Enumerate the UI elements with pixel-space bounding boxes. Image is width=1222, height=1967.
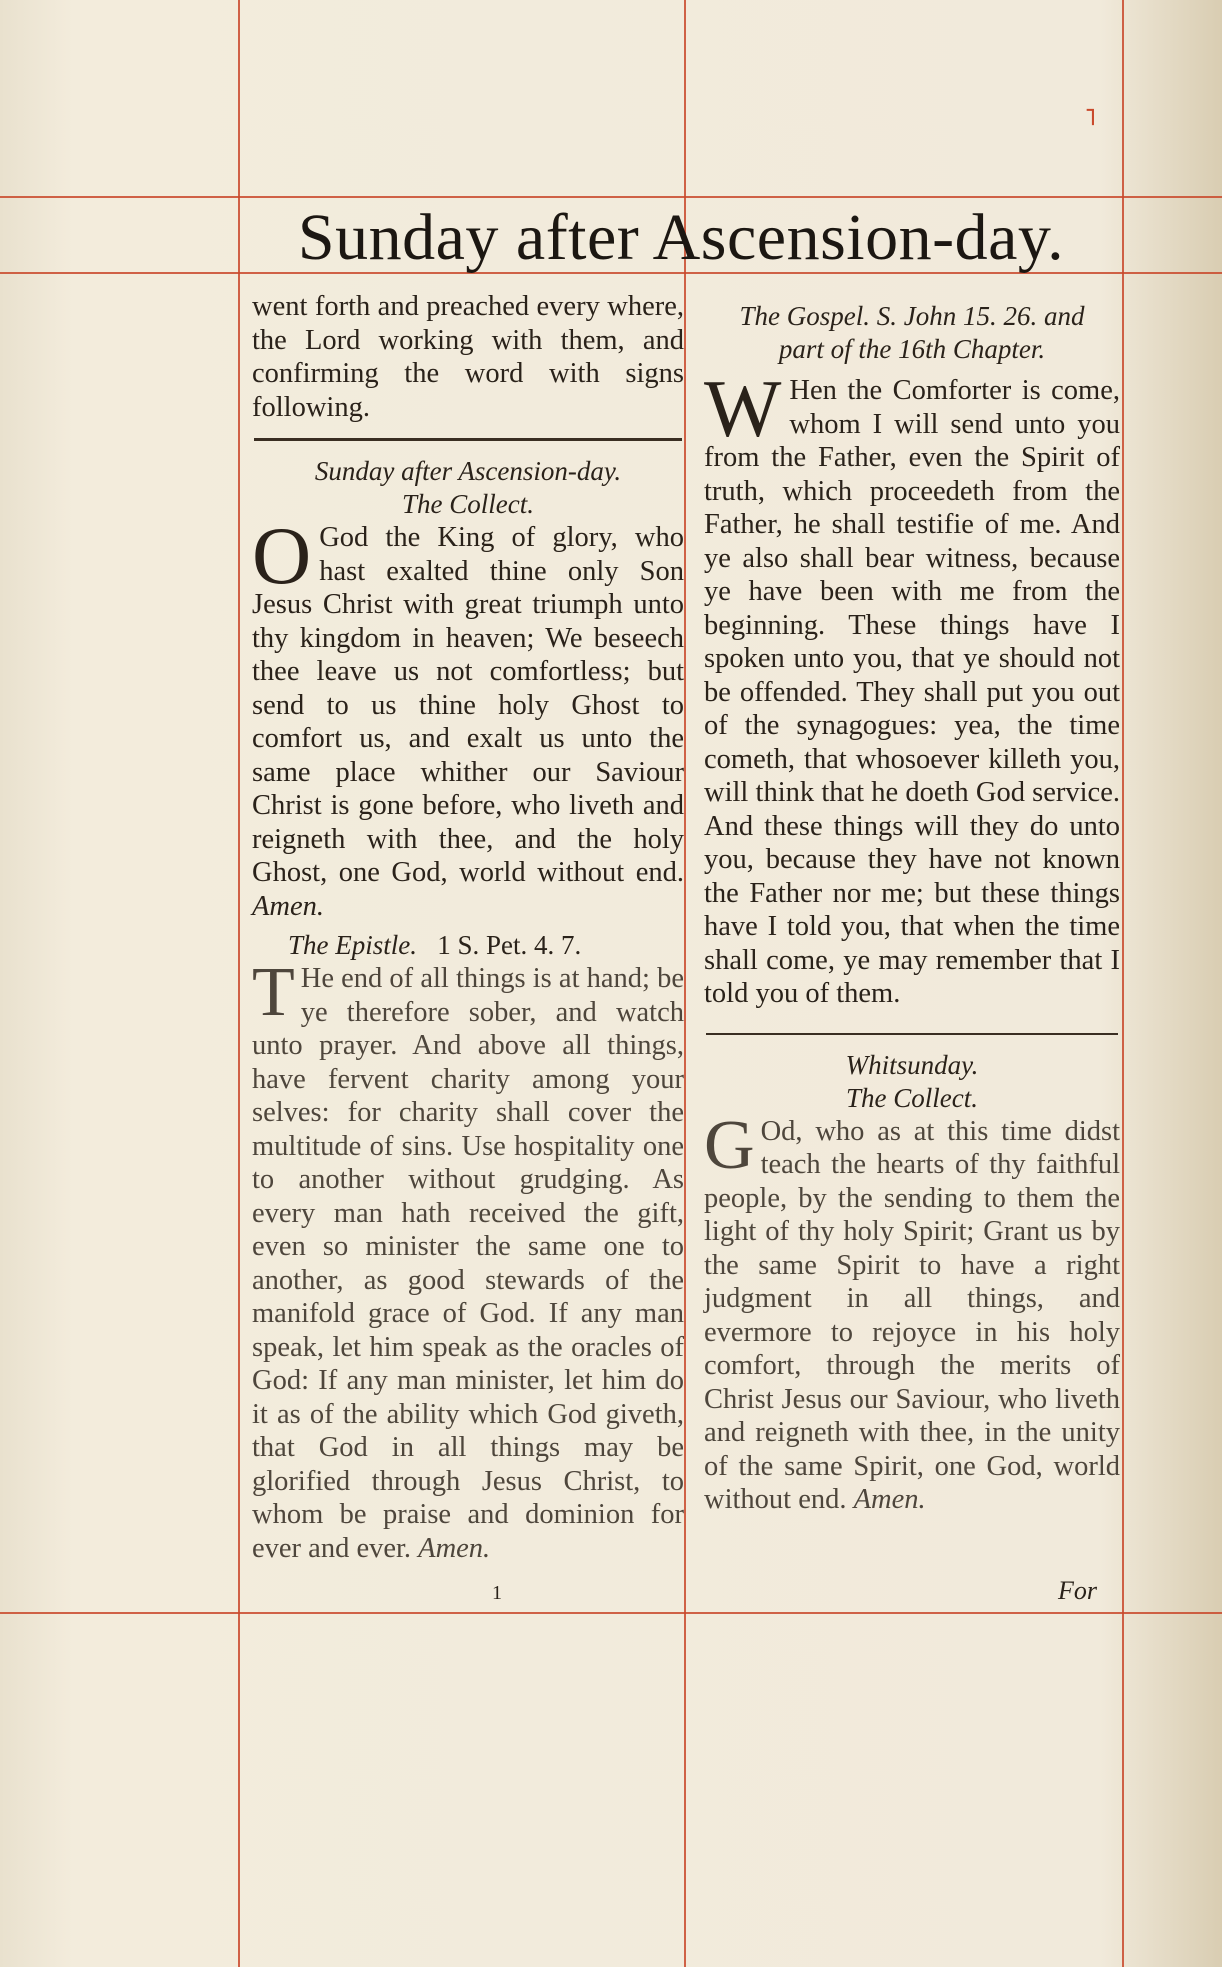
gospel-text: Hen the Comforter is come, whom I will send unto you from the Father, even the Spirit of truth, which proceedeth from the Father, he shall testifie of me. And ye also shall bear witness, because ye have been with me from the beginning. These things have I spoken unto you, that ye should not be offended. They shall put you out of the synagogues: yea, the time cometh, that whosoever killeth you, will think that he doeth God service. And these things will they do unto you, because they have not known the Father nor me; but these things have I told you, that when the time shall come, ye may remember that I told you of them. [704, 375, 1120, 1009]
left-column [252, 290, 684, 1565]
epistle-dropcap: T [252, 954, 295, 1031]
epistle-body [252, 954, 684, 1565]
red-rule-right [1122, 0, 1124, 1967]
epistle-amen: Amen. [418, 1532, 491, 1564]
epistle-text: He end of all things is at hand; be ye therefore sober, and watch unto prayer. And above all things, have fervent charity among your selves: for charity shall cover the multitude of sins. Use hospitality one to another without grudging. As every man hath received the gift, even so minister the same one to another, as good stewards of the manifold grace of God. If any man speak, let him speak as the oracles of God: If any man minister, let him do it as of the ability which God giveth, that God in all things may be glorified through Jesus Christ, to whom be praise and dominion for ever and ever. [252, 963, 684, 1564]
signature-mark: 1 [492, 1582, 502, 1604]
pencil-mark-icon: ⌐ [1076, 106, 1106, 128]
whitsunday-amen: Amen. [853, 1484, 926, 1515]
epistle-heading: The Epistle. [288, 930, 417, 960]
gospel-body [704, 363, 1120, 1011]
collect-heading: Sunday after Ascension-day. [314, 456, 622, 486]
collect-body [252, 510, 684, 923]
red-rule-middle [684, 0, 686, 1967]
whitsunday-heading: Whitsunday. [845, 1049, 979, 1080]
gospel-heading: The Gospel. S. John 15. 26. and [739, 301, 1085, 331]
continuation-text: went forth and preached every where, the Lord working with them, and confirming the word with signs following. [252, 291, 684, 423]
catchword: For [1058, 1576, 1097, 1605]
gospel-dropcap: W [704, 363, 782, 454]
page-title: Sunday after Ascension-day. [297, 201, 1065, 274]
collect-subheading: The Collect. [402, 489, 534, 519]
whitsunday-subheading: The Collect. [846, 1082, 978, 1113]
collect-amen: Amen. [252, 890, 325, 922]
collect-dropcap: O [252, 510, 312, 601]
section-divider-right [706, 1033, 1118, 1035]
whitsunday-dropcap: G [704, 1106, 755, 1184]
section-divider [254, 438, 682, 441]
whitsunday-text: Od, who as at this time didst teach the hearts of thy faithful people, by the sending to them the light of thy holy Spirit; Grant us by the same Spirit to have a right judgment in all things, and evermore to rejoyce in his holy comfort, through the merits of Christ Jesus our Saviour, who liveth and reigneth with thee, in the unity of the same Spirit, one God, world without end. [704, 1115, 1120, 1515]
gospel-heading-2: part of the 16th Chapter. [778, 334, 1046, 364]
epistle-reference: 1 S. Pet. 4. 7. [437, 930, 582, 960]
collect-text: God the King of glory, who hast exalted thine only Son Jesus Christ with great triumph unto thy kingdom in heaven; We beseech thee leave us not comfortless; but send to us thine holy Ghost to comfort us, and exalt us unto the same place whither our Saviour Christ is gone before, who liveth and reigneth with thee, and the holy Ghost, one God, world without end. [252, 522, 684, 888]
red-rule-left [238, 0, 240, 1967]
right-column [704, 300, 1120, 1517]
red-rule-bottom [0, 1612, 1222, 1614]
epistle-heading-line [288, 929, 684, 962]
whitsunday-body [704, 1106, 1120, 1517]
